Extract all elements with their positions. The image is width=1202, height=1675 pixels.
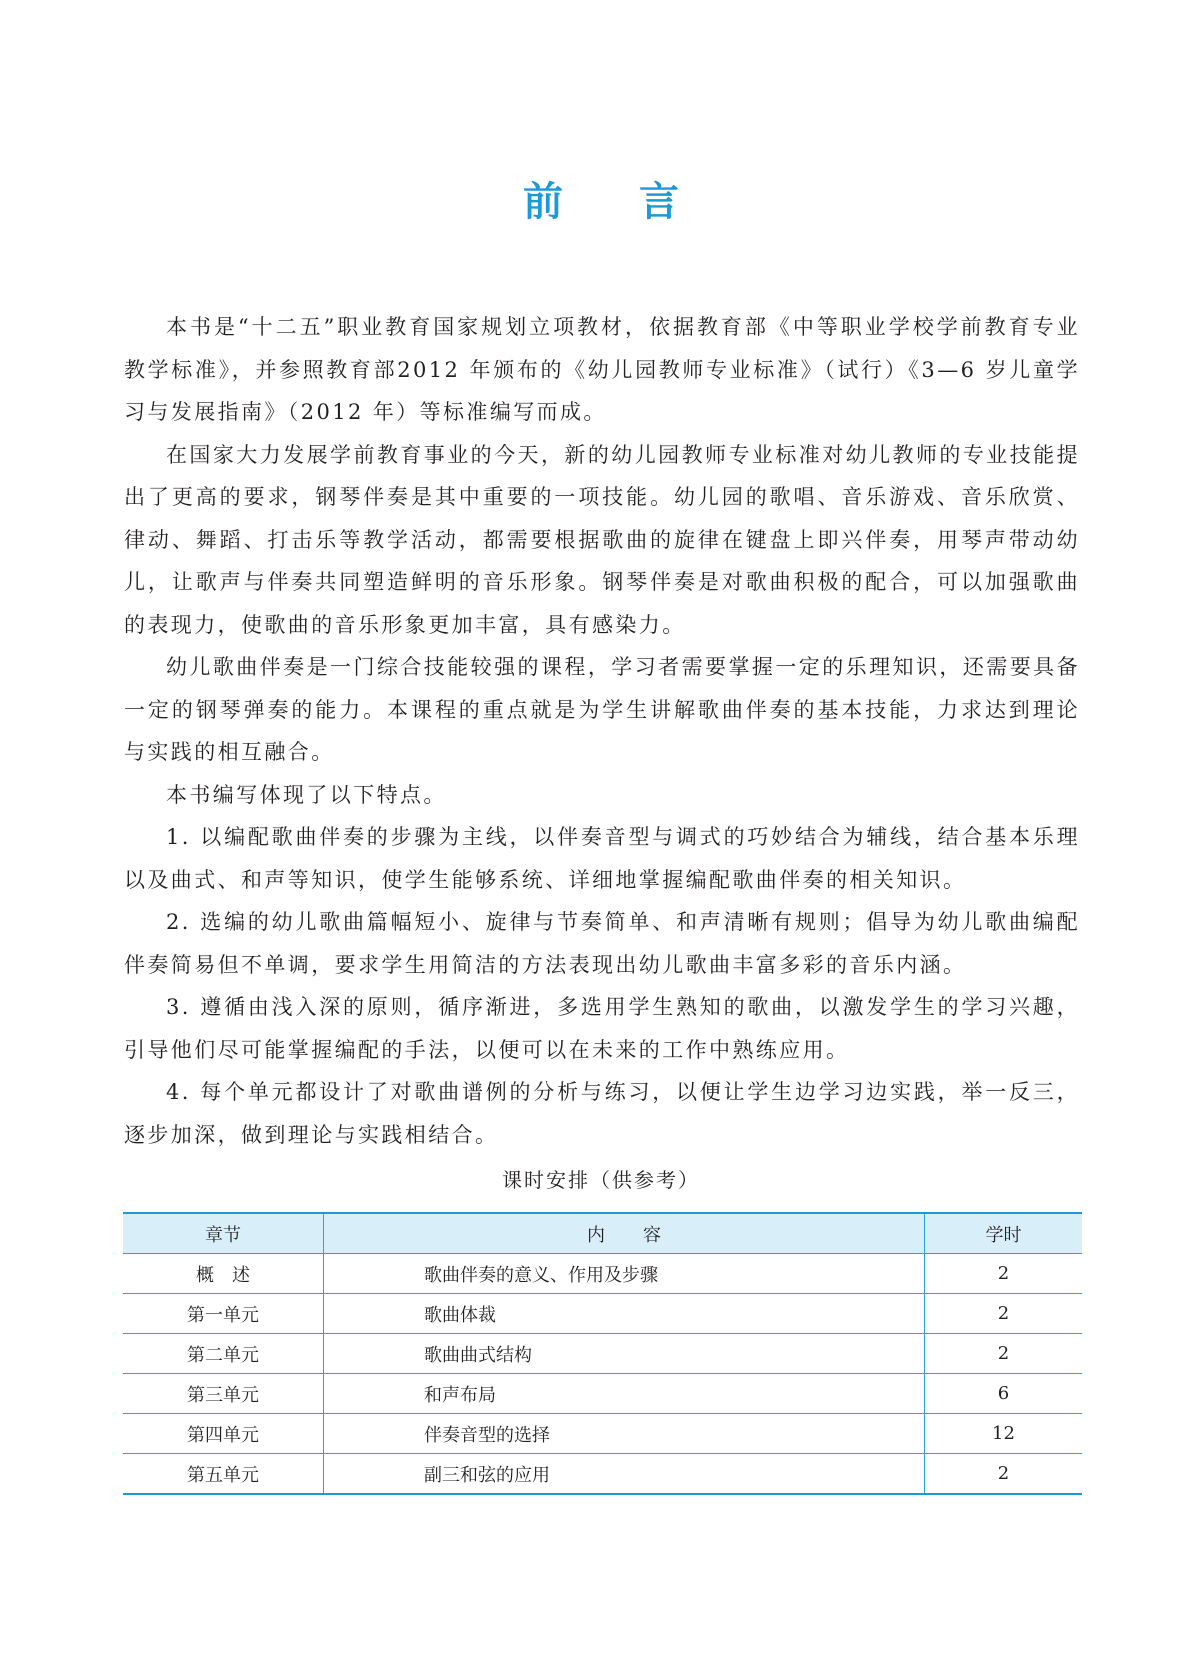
paragraph: 幼儿歌曲伴奏是一门综合技能较强的课程，学习者需要掌握一定的乐理知识，还需要具备一定的钢琴弹奏的能力。本课程的重点就是为学生讲解歌曲伴奏的基本技能，力求达到理论与实践的相互融合。 xyxy=(124,655,1080,764)
table-caption: 课时安排（供参考） xyxy=(502,1168,700,1192)
paragraph: 本书编写体现了以下特点。 xyxy=(166,782,447,807)
table-header-row xyxy=(123,1213,1082,1254)
cell-content: 副三和弦的应用 xyxy=(324,1454,925,1495)
feature-item-3: 3. 遵循由浅入深的原则，循序渐进，多选用学生熟知的歌曲，以激发学生的学习兴趣，引导他们尽可能掌握编配的手法，以便可以在未来的工作中熟练应用。 xyxy=(124,995,1080,1062)
header-hours: 学时 xyxy=(925,1213,1083,1254)
cell-hours: 6 xyxy=(925,1374,1083,1414)
cell-hours: 12 xyxy=(925,1414,1083,1454)
schedule-table xyxy=(123,1212,1082,1495)
cell-content: 歌曲体裁 xyxy=(324,1294,925,1334)
table-row xyxy=(123,1414,1082,1454)
cell-chapter: 第二单元 xyxy=(123,1334,324,1374)
feature-item-4: 4. 每个单元都设计了对歌曲谱例的分析与练习，以便让学生边学习边实践，举一反三，逐步加深，做到理论与实践相结合。 xyxy=(124,1080,1080,1147)
cell-content: 歌曲伴奏的意义、作用及步骤 xyxy=(324,1254,925,1294)
paragraph: 在国家大力发展学前教育事业的今天，新的幼儿园教师专业标准对幼儿教师的专业技能提出了更高的要求，钢琴伴奏是其中重要的一项技能。幼儿园的歌唱、音乐游戏、音乐欣赏、律动、舞蹈、打击乐等教学活动，都需要根据歌曲的旋律在键盘上即兴伴奏，用琴声带动幼儿，让歌声与伴奏共同塑造鲜明的音乐形象。钢琴伴奏是对歌曲积极的配合，可以加强歌曲的表现力，使歌曲的音乐形象更加丰富，具有感染力。 xyxy=(124,442,1080,637)
cell-chapter: 第三单元 xyxy=(123,1374,324,1414)
table-row xyxy=(123,1334,1082,1374)
feature-item-2: 2. 选编的幼儿歌曲篇幅短小、旋律与节奏简单、和声清晰有规则；倡导为幼儿歌曲编配伴奏简易但不单调，要求学生用简洁的方法表现出幼儿歌曲丰富多彩的音乐内涵。 xyxy=(124,910,1080,977)
header-chapter: 章节 xyxy=(123,1213,324,1254)
cell-chapter: 概 述 xyxy=(123,1254,324,1294)
cell-hours: 2 xyxy=(925,1294,1083,1334)
table-row xyxy=(123,1374,1082,1414)
header-content: 内容 xyxy=(324,1213,925,1254)
cell-chapter: 第四单元 xyxy=(123,1414,324,1454)
cell-content: 和声布局 xyxy=(324,1374,925,1414)
cell-chapter: 第一单元 xyxy=(123,1294,324,1334)
cell-content: 伴奏音型的选择 xyxy=(324,1414,925,1454)
cell-hours: 2 xyxy=(925,1454,1083,1495)
cell-content: 歌曲曲式结构 xyxy=(324,1334,925,1374)
cell-hours: 2 xyxy=(925,1334,1083,1374)
table-row xyxy=(123,1294,1082,1334)
page-title: 前言 xyxy=(523,178,755,225)
cell-hours: 2 xyxy=(925,1254,1083,1294)
paragraph: 本书是“十二五”职业教育国家规划立项教材，依据教育部《中等职业学校学前教育专业教学标准》，并参照教育部2012 年颁布的《幼儿园教师专业标准》（试行）《3—6 岁儿童学习与发展指南》（2012 年）等标准编写而成。 xyxy=(124,315,1080,424)
table-row xyxy=(123,1454,1082,1495)
table-row xyxy=(123,1254,1082,1294)
feature-item-1: 1. 以编配歌曲伴奏的步骤为主线，以伴奏音型与调式的巧妙结合为辅线，结合基本乐理以及曲式、和声等知识，使学生能够系统、详细地掌握编配歌曲伴奏的相关知识。 xyxy=(124,825,1080,892)
preface-body xyxy=(124,306,1080,1156)
cell-chapter: 第五单元 xyxy=(123,1454,324,1495)
